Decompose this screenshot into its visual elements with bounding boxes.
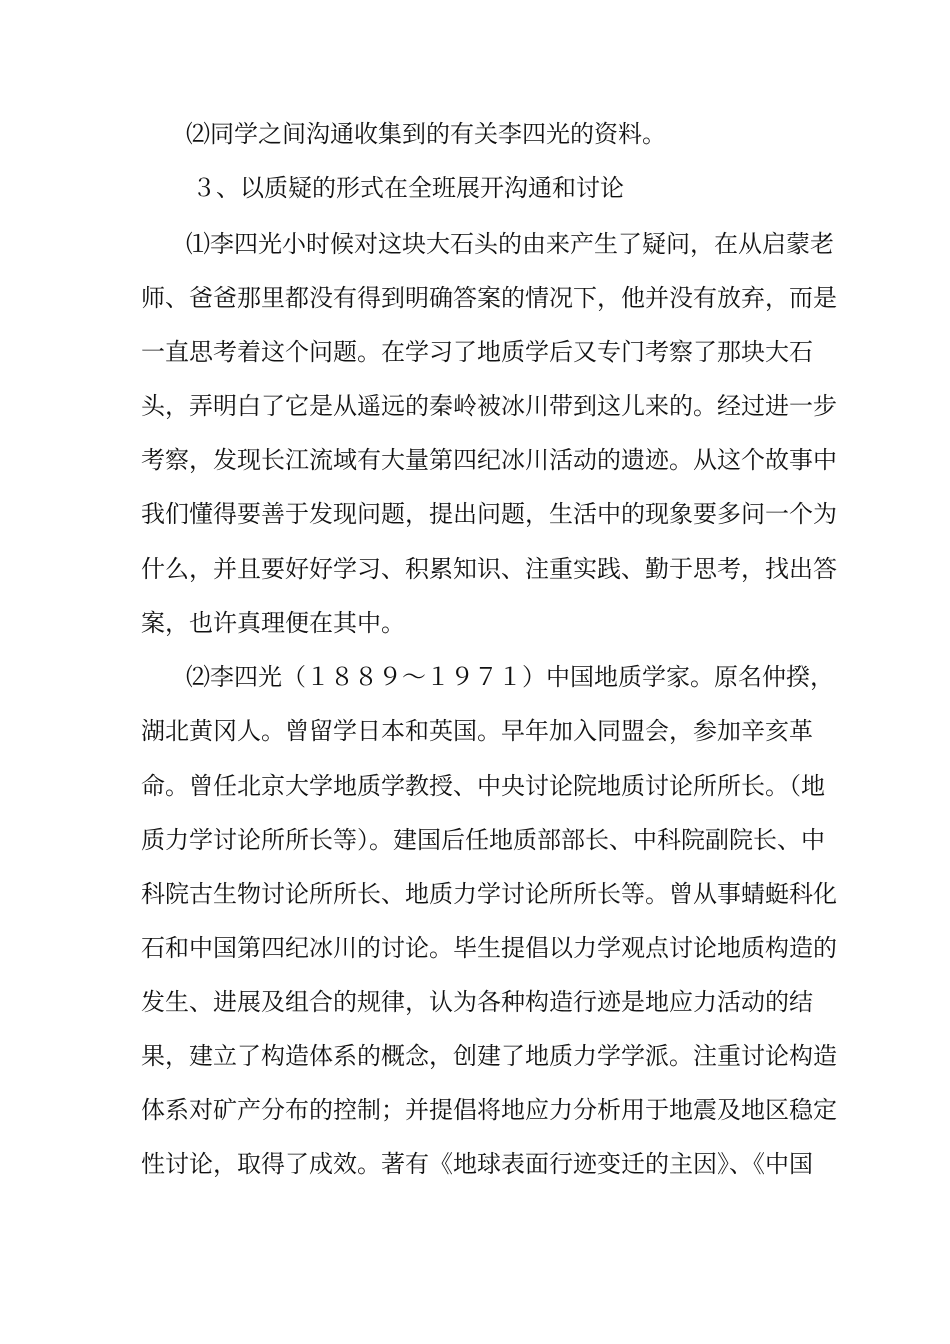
- text-line: 果，建立了构造体系的概念，创建了地质力学学派。注重讨论构造: [141, 1042, 837, 1070]
- text-line: 质力学讨论所所长等）。建国后任地质部部长、中科院副院长、中: [141, 826, 825, 854]
- text-line: 石和中国第四纪冰川的讨论。毕生提倡以力学观点讨论地质构造的: [141, 934, 837, 962]
- text-line: 湖北黄冈人。曾留学日本和英国。早年加入同盟会，参加辛亥革: [141, 717, 813, 745]
- text-line: ⑵李四光（１８８９～１９７１）中国地质学家。原名仲揆，: [186, 663, 834, 691]
- text-line: 案，也许真理便在其中。: [141, 609, 405, 637]
- text-line: ⑵同学之间沟通收集到的有关李四光的资料。: [186, 120, 666, 148]
- text-line: 什么，并且要好好学习、积累知识、注重实践、勤于思考，找出答: [141, 555, 837, 583]
- text-line: 发生、进展及组合的规律，认为各种构造行迹是地应力活动的结: [141, 988, 813, 1016]
- section-heading: ３、以质疑的形式在全班展开沟通和讨论: [192, 174, 624, 202]
- text-line: 体系对矿产分布的控制；并提倡将地应力分析用于地震及地区稳定: [141, 1096, 837, 1124]
- text-line: 我们懂得要善于发现问题，提出问题，生活中的现象要多问一个为: [141, 500, 837, 528]
- text-line: 科院古生物讨论所所长、地质力学讨论所所长等。曾从事蜻蜓科化: [141, 880, 837, 908]
- text-line: 头，弄明白了它是从遥远的秦岭被冰川带到这儿来的。经过进一步: [141, 392, 837, 420]
- text-line: 性讨论，取得了成效。著有《地球表面行迹变迁的主因》、《中国: [141, 1150, 813, 1178]
- text-line: 命。曾任北京大学地质学教授、中央讨论院地质讨论所所长。（地: [141, 772, 825, 800]
- text-line: 一直思考着这个问题。在学习了地质学后又专门考察了那块大石: [141, 338, 813, 366]
- text-line: 考察，发现长江流域有大量第四纪冰川活动的遗迹。从这个故事中: [141, 446, 837, 474]
- text-line: 师、爸爸那里都没有得到明确答案的情况下，他并没有放弃，而是: [141, 284, 837, 312]
- text-line: ⑴李四光小时候对这块大石头的由来产生了疑问，在从启蒙老: [186, 230, 834, 258]
